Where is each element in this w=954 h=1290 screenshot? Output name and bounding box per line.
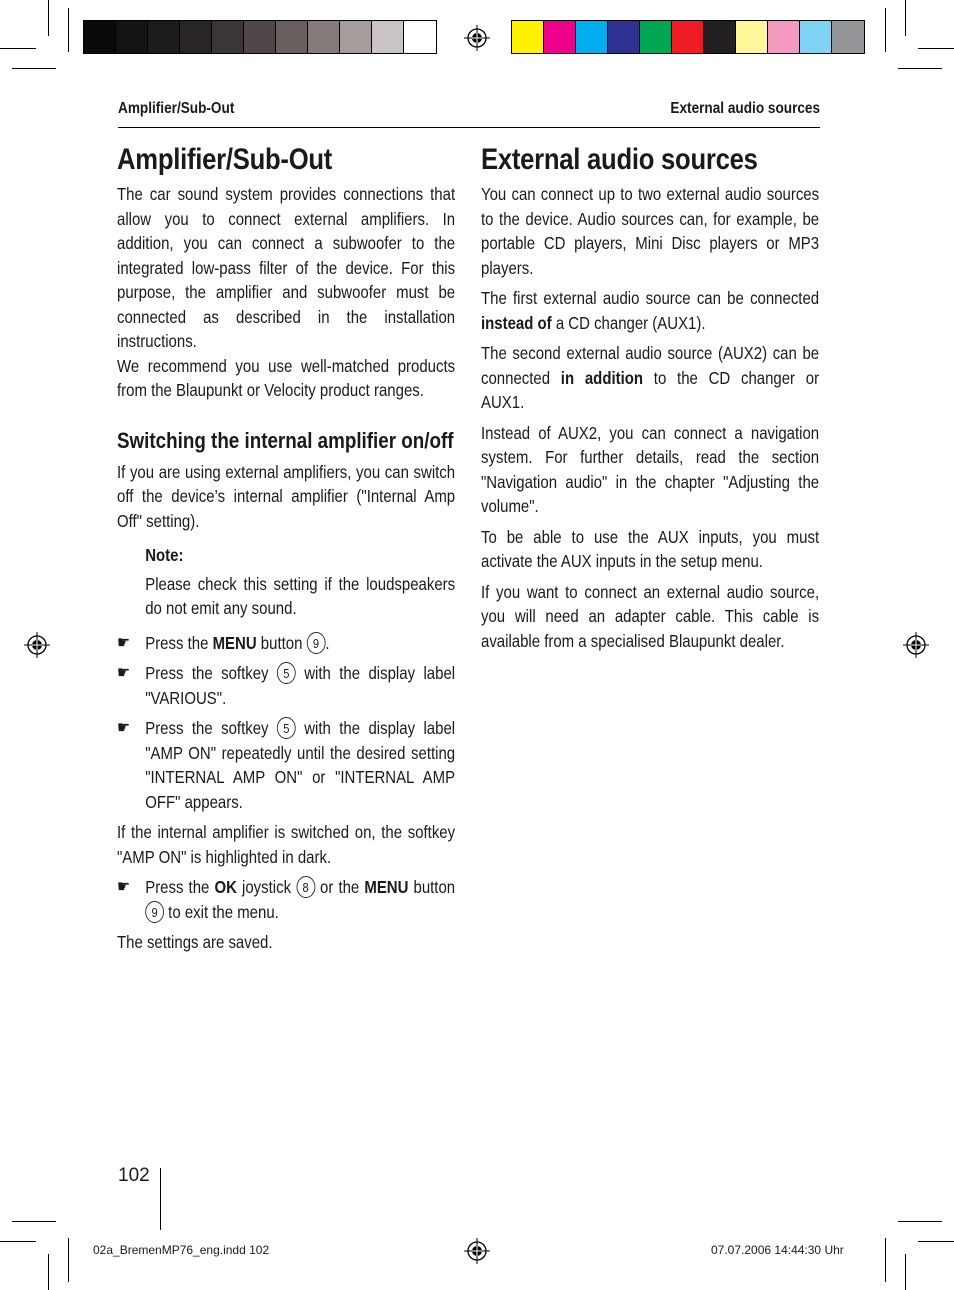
color-swatch <box>832 21 864 53</box>
crop-mark <box>68 8 69 52</box>
color-swatch <box>512 21 544 53</box>
crop-mark <box>918 1241 954 1242</box>
color-swatch <box>800 21 832 53</box>
registration-mark-icon <box>464 25 490 51</box>
color-swatch <box>576 21 608 53</box>
grayscale-swatch <box>308 21 340 53</box>
pointing-hand-icon: ☛ <box>117 718 131 737</box>
ok-key-label: OK <box>214 877 237 897</box>
running-head-right: External audio sources <box>670 100 820 117</box>
crop-mark <box>885 8 886 52</box>
menu-key-label: MENU <box>364 877 409 897</box>
crop-mark <box>0 48 36 49</box>
registration-mark-icon <box>464 1238 490 1264</box>
crop-mark <box>12 68 56 69</box>
print-slug-timestamp: 07.07.2006 14:44:30 Uhr <box>711 1243 844 1257</box>
grayscale-swatch <box>84 21 116 53</box>
grayscale-swatch <box>372 21 404 53</box>
paragraph: Instead of AUX2, you can connect a navigation system. For further details, read the section "Navigation audio" in the chapter "Adjusting the volume". <box>481 422 820 516</box>
grayscale-swatch <box>180 21 212 53</box>
pointing-hand-icon: ☛ <box>117 877 131 896</box>
paragraph: The second external audio source (AUX2) can be connected in addition to the CD changer or AUX1. <box>481 343 820 412</box>
registration-mark-icon <box>24 632 50 658</box>
page-number-rule <box>160 1168 161 1230</box>
paragraph: If you are using external amplifiers, you can switch off the device’s internal amplifier ("Internal Amp Off" setting). <box>117 461 456 531</box>
crop-mark <box>905 1254 906 1290</box>
paragraph: The car sound system provides connections that allow you to connect external amplifiers. In addition, you can connect a subwoofer to the integrated low-pass filter of the device. For this purpose, the amplifier and subwoofer must be connected as described in the installation instructions. <box>117 184 456 351</box>
paragraph: The first external audio source can be connected instead of a CD changer (AUX1). <box>481 288 820 333</box>
paragraph: If you want to connect an external audio source, you will need an adapter cable. This cable is available from a specialised Blaupunkt dealer. <box>481 581 820 651</box>
page-number: 102 <box>118 1165 150 1186</box>
key-number-badge: 9 <box>145 901 164 923</box>
color-swatch <box>640 21 672 53</box>
key-number-badge: 8 <box>296 876 315 898</box>
grayscale-swatch <box>340 21 372 53</box>
crop-mark <box>12 1221 56 1222</box>
color-swatch <box>704 21 736 53</box>
grayscale-swatch <box>404 21 436 53</box>
instruction-step: ☛ Press the softkey 5 with the display label "VARIOUS". <box>117 663 456 708</box>
grayscale-swatch <box>276 21 308 53</box>
color-swatch <box>768 21 800 53</box>
grayscale-control-strip <box>83 20 437 54</box>
crop-mark <box>885 1238 886 1282</box>
paragraph: You can connect up to two external audio sources to the device. Audio sources can, for example, be portable CD players, Mini Disc players or MP3 players. <box>481 184 820 278</box>
registration-mark-icon <box>903 632 929 658</box>
section-title-external-audio: External audio sources <box>481 143 758 176</box>
section-title-amplifier: Amplifier/Sub-Out <box>117 143 333 176</box>
instruction-step: ☛ Press the OK joystick 8 or the MENU button 9 to exit the menu. <box>117 877 456 922</box>
key-number-badge: 5 <box>277 717 296 739</box>
print-slug-filename: 02a_BremenMP76_eng.indd 102 <box>93 1243 270 1257</box>
key-number-badge: 5 <box>277 662 296 684</box>
running-head-left: Amplifier/Sub-Out <box>118 100 235 117</box>
pointing-hand-icon: ☛ <box>117 632 131 652</box>
paragraph: If the internal amplifier is switched on, the softkey "AMP ON" is highlighted in dark. <box>117 822 456 867</box>
crop-mark <box>48 0 49 36</box>
pointing-hand-icon: ☛ <box>117 663 131 682</box>
grayscale-swatch <box>116 21 148 53</box>
note-text: Please check this setting if the loudspeakers do not emit any sound. <box>145 573 456 618</box>
crop-mark <box>48 1254 49 1290</box>
crop-mark <box>0 1241 36 1242</box>
grayscale-swatch <box>148 21 180 53</box>
crop-mark <box>905 0 906 36</box>
right-column <box>481 142 819 659</box>
crop-mark <box>918 48 954 49</box>
color-swatch <box>736 21 768 53</box>
note-box <box>117 543 455 621</box>
paragraph: To be able to use the AUX inputs, you must activate the AUX inputs in the setup menu. <box>481 526 820 571</box>
color-control-strip <box>511 20 865 54</box>
left-column <box>117 142 455 961</box>
running-head <box>118 100 820 128</box>
key-number-badge: 9 <box>307 632 326 654</box>
menu-key-label: MENU <box>212 632 257 653</box>
crop-mark <box>898 68 942 69</box>
paragraph: We recommend you use well-matched products from the Blaupunkt or Velocity product ranges. <box>117 355 456 400</box>
crop-mark <box>68 1238 69 1282</box>
grayscale-swatch <box>212 21 244 53</box>
instruction-step: ☛ Press the MENU button 9 . <box>117 631 455 656</box>
color-swatch <box>672 21 704 53</box>
grayscale-swatch <box>244 21 276 53</box>
paragraph: The settings are saved. <box>117 932 273 952</box>
color-swatch <box>544 21 576 53</box>
subsection-title: Switching the internal amplifier on/off <box>117 427 454 453</box>
crop-mark <box>898 1221 942 1222</box>
instruction-step: ☛ Press the softkey 5 with the display label "AMP ON" repeatedly until the desired setting "INTERNAL AMP ON" or "INTERNAL AMP OFF" appears. <box>117 718 456 812</box>
color-swatch <box>608 21 640 53</box>
note-title: Note: <box>145 545 184 565</box>
